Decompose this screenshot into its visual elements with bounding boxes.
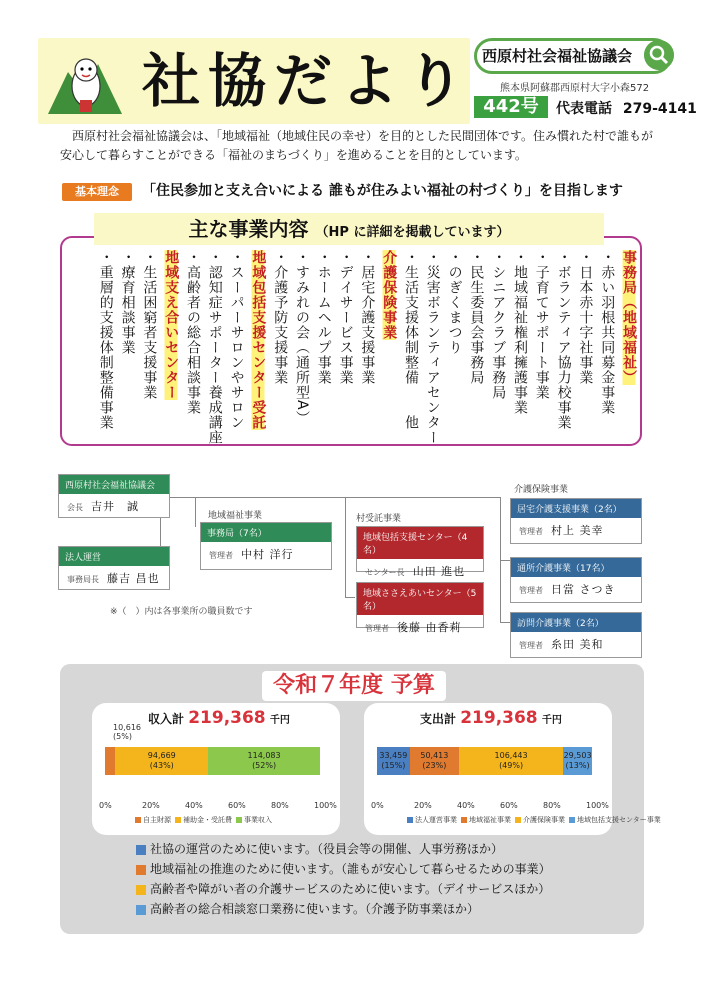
org-note: ※（ ）内は各事業所の職員数です: [110, 607, 253, 617]
org-kyotaku-title: 居宅介護支援事業（2名）: [511, 499, 641, 518]
org-sasaeai: [356, 582, 484, 634]
note-text: 高齢者の総合相談窓口業務に使います。（介護予防事業ほか）: [150, 902, 480, 916]
legend-swatch: [569, 817, 575, 823]
legend-entry: [236, 815, 272, 825]
org-jimukyoku-title: 事務局（7名）: [201, 523, 331, 542]
org-homon-person: 糸田 美和: [551, 638, 604, 651]
service-item: ・ 重層的支援体制整備事業: [97, 250, 115, 430]
connector: [500, 497, 501, 507]
service-item: ・ デイサービス事業: [337, 250, 355, 385]
data-pct: (15%): [381, 761, 406, 770]
service-item: ・ 日本赤十字社事業: [576, 250, 594, 385]
org-homon: [510, 612, 642, 658]
legend-entry: [569, 815, 661, 825]
bar-segment: [377, 747, 410, 775]
service-item: ・ 災害ボランティアセンター: [424, 250, 442, 445]
budget-note: [136, 900, 479, 918]
org-council: [58, 474, 170, 518]
x-tick-label: 100%: [314, 801, 337, 810]
connector: [500, 622, 510, 623]
services-note: （HP に詳細を掲載しています）: [315, 225, 510, 240]
x-tick-label: 80%: [543, 801, 561, 810]
service-category: 介護保険事業: [381, 250, 398, 340]
service-item: ・ シニアクラブ事務局: [489, 250, 507, 400]
page-title: 社協だより: [142, 47, 473, 115]
note-swatch: [136, 885, 146, 895]
expense-unit: 千円: [541, 715, 562, 726]
org-tsusho-role: 管理者: [519, 586, 543, 595]
org-tsusho: [510, 557, 642, 603]
service-item: ・ 生活支援体制整備 他: [402, 250, 420, 430]
x-tick-label: 40%: [457, 801, 475, 810]
legend-label: 補助金・受託費: [183, 816, 232, 824]
legend-entry: [461, 815, 511, 825]
service-item: ・ 赤い羽根共同募金事業: [598, 250, 616, 415]
data-label: 10,616: [113, 723, 141, 732]
service-item: ・ 地域福祉権利擁護事業: [511, 250, 529, 415]
org-kyotaku-person: 村上 美幸: [551, 524, 604, 537]
note-swatch: [136, 905, 146, 915]
data-pct: (49%): [499, 761, 524, 770]
chiiki-label: 地域福祉事業: [208, 511, 263, 521]
data-label-callout: [113, 723, 141, 741]
legend-entry: [175, 815, 232, 825]
legend-label: 地域福祉事業: [469, 816, 511, 824]
org-corp-role: 事務局長: [67, 575, 99, 584]
data-pct: (13%): [565, 761, 590, 770]
connector: [195, 497, 196, 527]
legend-swatch: [461, 817, 467, 823]
note-text: 地域福祉の推進のために使います。（誰もが安心して暮らせるための事業）: [150, 862, 551, 876]
income-total: 219,368: [188, 708, 266, 728]
service-item: ・ 高齢者の総合相談事業: [184, 250, 202, 415]
bar-segment: [105, 747, 115, 775]
x-tick-label: 0%: [371, 801, 384, 810]
jutaku-label: 村受託事業: [356, 514, 402, 524]
org-jimukyoku-role: 管理者: [209, 551, 233, 560]
philosophy-text: 「住民参加と支え合いによる 誰もが住みよい福祉の村づくり」を目指します: [142, 183, 623, 199]
org-council-person: 吉井 誠: [91, 500, 139, 513]
x-tick-label: 60%: [500, 801, 518, 810]
intro-text: 西原村社会福祉協議会は、「地域福祉（地域住民の幸せ）を目的とした民間団体です。住み慣れた村で誰もが安心して暮らすことができる「福祉のまちづくり」を進めることを目的としています。: [60, 129, 654, 162]
data-label: 94,669: [147, 751, 176, 760]
budget-note: [136, 840, 503, 858]
legend-swatch: [515, 817, 521, 823]
connector: [345, 597, 355, 598]
x-tick-label: 20%: [142, 801, 160, 810]
legend-swatch: [175, 817, 181, 823]
note-swatch: [136, 865, 146, 875]
org-tsusho-person: 日當 さつき: [551, 583, 616, 596]
bar-segment: [563, 747, 592, 775]
mascot-icon: [46, 42, 124, 120]
org-corp: [58, 546, 170, 590]
data-label: 29,503: [563, 751, 592, 760]
service-item: ・ ホームヘルプ事業: [315, 250, 333, 385]
expense-label: 支出計: [420, 712, 457, 726]
note-text: 高齢者や障がい者の介護サービスのために使います。（デイサービスほか）: [150, 882, 551, 896]
data-pct: (23%): [422, 761, 447, 770]
x-tick-label: 60%: [228, 801, 246, 810]
income-unit: 千円: [269, 715, 290, 726]
budget-note: [136, 880, 550, 898]
connector: [500, 507, 501, 623]
org-kyotaku-role: 管理者: [519, 527, 543, 536]
service-item: ・ すみれの会（通所型A）: [293, 250, 311, 426]
legend-label: 法人運営事業: [415, 816, 457, 824]
income-label: 収入計: [148, 712, 185, 726]
org-corp-title: 法人運営: [59, 547, 169, 566]
data-pct: (52%): [252, 761, 277, 770]
legend-entry: [135, 815, 171, 825]
org-homon-role: 管理者: [519, 641, 543, 650]
x-tick-label: 100%: [586, 801, 609, 810]
search-icon[interactable]: [644, 40, 674, 70]
legend-entry: [407, 815, 457, 825]
service-item: ・ 民生委員会事務局: [467, 250, 485, 385]
service-item: ・ ボランティア協力校事業: [555, 250, 573, 430]
service-category: 地域包括支援センター受託: [250, 250, 267, 430]
service-item: ・ 介護予防支援事業: [271, 250, 289, 385]
data-label: 50,413: [420, 751, 449, 760]
expense-total: 219,368: [460, 708, 538, 728]
org-name: 西原村社会福祉協議会: [482, 47, 633, 65]
x-tick-label: 40%: [185, 801, 203, 810]
service-category: 地域支え合いセンター: [163, 250, 180, 400]
service-item: ・ 認知症サポーター養成講座: [206, 250, 224, 445]
org-tsusho-title: 通所介護事業（17名）: [511, 558, 641, 577]
service-item: ・ 療育相談事業: [119, 250, 137, 355]
legend-swatch: [135, 817, 141, 823]
data-label: 33,459: [379, 751, 408, 760]
legend-label: 自主財源: [143, 816, 171, 824]
services-title: [94, 213, 604, 249]
x-tick-label: 20%: [414, 801, 432, 810]
philosophy-tag: 基本理念: [62, 183, 132, 201]
x-tick-label: 0%: [99, 801, 112, 810]
legend-entry: [515, 815, 565, 825]
data-pct: (43%): [149, 761, 174, 770]
kaigo-label: 介護保険事業: [514, 485, 569, 495]
org-council-title: 西原村社会福祉協議会: [59, 475, 169, 494]
legend-label: 事業収入: [244, 816, 272, 824]
legend-label: 介護保険事業: [523, 816, 565, 824]
issue-number: 442号: [474, 96, 548, 118]
org-jimukyoku: [200, 522, 332, 570]
connector: [345, 497, 346, 537]
service-item: ・ 生活困窮者支援事業: [140, 250, 158, 400]
org-sasaeai-role: 管理者: [365, 624, 389, 633]
service-item: ・ 子育てサポート事業: [533, 250, 551, 400]
org-jimukyoku-person: 中村 洋行: [241, 548, 294, 561]
address: 熊本県阿蘇郡西原村大字小森572: [500, 83, 650, 94]
budget-note: [136, 860, 551, 878]
expense-title: [420, 708, 562, 728]
org-council-role: 会長: [67, 503, 83, 512]
org-sasaeai-person: 後藤 由香莉: [397, 621, 462, 634]
org-houkatsu-role: センター長: [365, 568, 405, 577]
org-homon-title: 訪問介護事業（2名）: [511, 613, 641, 632]
org-houkatsu: [356, 526, 484, 578]
data-label: 106,443: [494, 751, 528, 760]
note-text: 社協の運営のために使います。（役員会等の開催、人事労務ほか）: [150, 842, 504, 856]
legend-swatch: [236, 817, 242, 823]
income-title: [148, 708, 290, 728]
org-sasaeai-title: 地域ささえあいセンター（5名）: [357, 583, 483, 615]
phone-label: 代表電話: [556, 101, 612, 117]
services-heading: 主な事業内容: [188, 217, 309, 241]
data-pct: (5%): [113, 732, 132, 741]
connector: [500, 560, 510, 561]
service-item: ・ スーパーサロンやサロン: [228, 250, 246, 430]
org-kyotaku: [510, 498, 642, 544]
budget-title: 令和７年度 予算: [262, 671, 446, 701]
legend-label: 地域包括支援センター事業: [577, 816, 661, 824]
org-corp-person: 藤吉 昌也: [107, 572, 160, 585]
bar-segment: [208, 747, 320, 775]
bar-segment: [115, 747, 208, 775]
data-label: 114,083: [247, 751, 281, 760]
phone: [556, 98, 697, 118]
service-item: ・ 居宅介護支援事業: [358, 250, 376, 385]
note-swatch: [136, 845, 146, 855]
bar-segment: [410, 747, 459, 775]
bar-segment: [459, 747, 563, 775]
org-houkatsu-title: 地域包括支援センター（4名）: [357, 527, 483, 559]
service-item: ・ のぎくまつり: [446, 250, 464, 355]
connector: [170, 497, 500, 498]
legend-swatch: [407, 817, 413, 823]
phone-number: 279-4141: [622, 101, 697, 117]
connector: [345, 537, 346, 597]
org-houkatsu-person: 山田 進也: [412, 565, 466, 578]
service-category: 事務局（地域福祉）: [621, 250, 637, 385]
x-tick-label: 80%: [271, 801, 289, 810]
